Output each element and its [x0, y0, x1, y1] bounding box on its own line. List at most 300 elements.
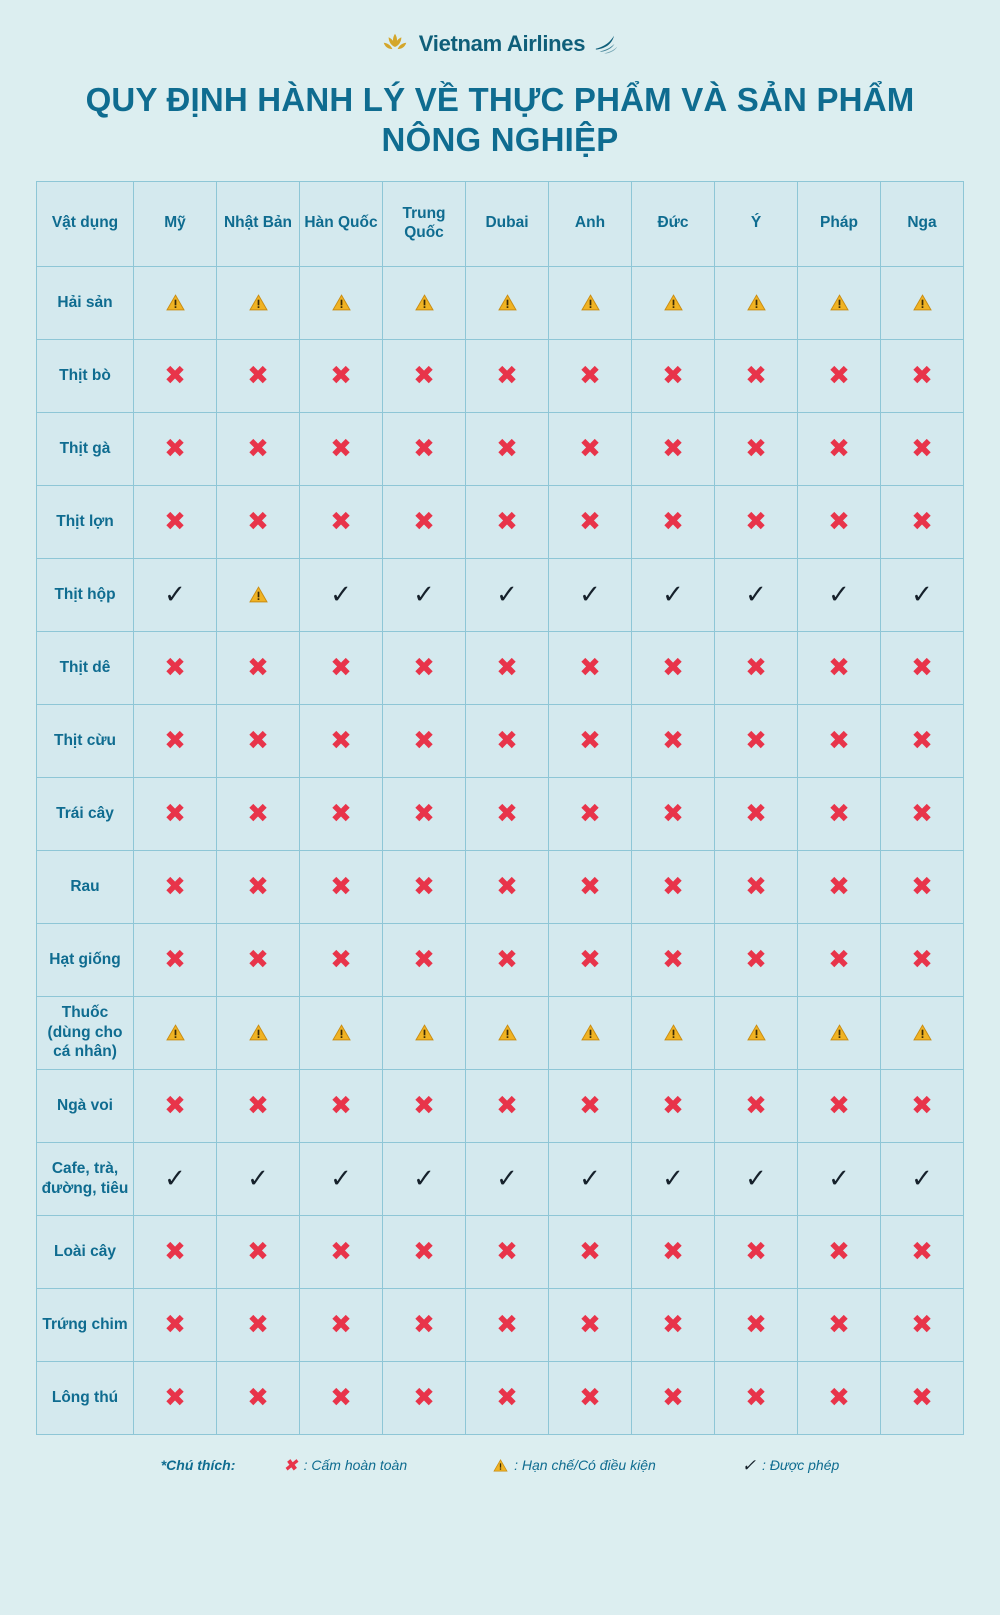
cell-forbidden	[217, 1361, 300, 1434]
row-header-item: Thịt hộp	[37, 558, 134, 631]
check-mark-icon: ✓	[247, 1163, 269, 1193]
cell-forbidden	[881, 339, 964, 412]
cell-forbidden	[383, 777, 466, 850]
cell-forbidden	[134, 339, 217, 412]
cell-forbidden	[217, 850, 300, 923]
cell-forbidden	[383, 1288, 466, 1361]
warning-triangle-icon	[415, 294, 434, 311]
x-mark-icon: ✖	[164, 944, 186, 974]
x-mark-icon: ✖	[828, 944, 850, 974]
cell-forbidden	[715, 339, 798, 412]
x-mark-icon: ✖	[745, 944, 767, 974]
x-mark-icon: ✖	[911, 944, 933, 974]
x-mark-icon: ✖	[413, 871, 435, 901]
cell-restricted	[300, 266, 383, 339]
warning-triangle-icon	[747, 1024, 766, 1041]
cell-forbidden	[549, 923, 632, 996]
legend-label: : Hạn chế/Có điều kiện	[514, 1457, 656, 1473]
cell-forbidden	[798, 923, 881, 996]
x-mark-icon: ✖	[911, 506, 933, 536]
cell-restricted	[383, 266, 466, 339]
cell-forbidden	[798, 1361, 881, 1434]
cell-restricted	[134, 266, 217, 339]
warning-triangle-icon	[913, 294, 932, 311]
cell-forbidden	[798, 1288, 881, 1361]
page-title: QUY ĐỊNH HÀNH LÝ VỀ THỰC PHẨM VÀ SẢN PHẨM NÔNG NGHIỆP	[85, 81, 915, 159]
table-body	[37, 266, 964, 1434]
x-mark-icon: ✖	[579, 506, 601, 536]
x-mark-icon: ✖	[745, 506, 767, 536]
x-mark-icon: ✖	[828, 1309, 850, 1339]
cell-forbidden	[549, 412, 632, 485]
swoosh-icon	[594, 33, 620, 55]
cell-forbidden	[881, 704, 964, 777]
table-row	[37, 1215, 964, 1288]
x-mark-icon: ✖	[911, 871, 933, 901]
cell-forbidden	[134, 704, 217, 777]
x-mark-icon: ✖	[662, 433, 684, 463]
x-mark-icon: ✖	[330, 433, 352, 463]
cell-forbidden	[881, 1069, 964, 1142]
check-mark-icon: ✓	[579, 1163, 601, 1193]
cell-allowed	[134, 1142, 217, 1215]
x-mark-icon: ✖	[496, 798, 518, 828]
x-mark-icon: ✖	[911, 1309, 933, 1339]
x-mark-icon: ✖	[247, 944, 269, 974]
x-mark-icon: ✖	[247, 1309, 269, 1339]
row-header-item: Lông thú	[37, 1361, 134, 1434]
x-mark-icon: ✖	[662, 725, 684, 755]
cell-forbidden	[383, 1361, 466, 1434]
legend-label: : Cấm hoàn toàn	[303, 1457, 408, 1473]
cell-forbidden	[715, 412, 798, 485]
cell-restricted	[217, 558, 300, 631]
cell-forbidden	[881, 923, 964, 996]
warning-triangle-icon	[498, 294, 517, 311]
cell-allowed	[549, 558, 632, 631]
row-header-item: Thịt bò	[37, 339, 134, 412]
cell-restricted	[466, 996, 549, 1069]
x-mark-icon: ✖	[911, 798, 933, 828]
x-mark-icon: ✖	[413, 1090, 435, 1120]
cell-forbidden	[217, 485, 300, 558]
warning-triangle-icon	[913, 1024, 932, 1041]
x-mark-icon: ✖	[911, 1236, 933, 1266]
cell-forbidden	[134, 1069, 217, 1142]
check-mark-icon: ✓	[330, 1163, 352, 1193]
cell-forbidden	[383, 923, 466, 996]
cell-forbidden	[881, 777, 964, 850]
cell-restricted	[466, 266, 549, 339]
cell-forbidden	[466, 1069, 549, 1142]
table-row	[37, 1288, 964, 1361]
x-mark-icon: ✖	[579, 1309, 601, 1339]
row-header-item: Cafe, trà, đường, tiêu	[37, 1142, 134, 1215]
cell-forbidden	[300, 631, 383, 704]
cell-forbidden	[632, 485, 715, 558]
cell-forbidden	[300, 485, 383, 558]
x-mark-icon: ✖	[828, 798, 850, 828]
cell-forbidden	[632, 1361, 715, 1434]
x-mark-icon: ✖	[496, 1090, 518, 1120]
x-mark-icon: ✖	[579, 798, 601, 828]
x-mark-icon: ✖	[496, 1382, 518, 1412]
x-mark-icon: ✖	[911, 1382, 933, 1412]
cell-forbidden	[798, 704, 881, 777]
table-row	[37, 485, 964, 558]
lotus-icon	[380, 29, 410, 59]
check-mark-icon: ✓	[579, 579, 601, 609]
cell-allowed	[300, 558, 383, 631]
row-header-item: Rau	[37, 850, 134, 923]
x-mark-icon: ✖	[496, 506, 518, 536]
x-mark-icon: ✖	[413, 360, 435, 390]
x-mark-icon: ✖	[745, 360, 767, 390]
cell-forbidden	[300, 850, 383, 923]
legend	[36, 1457, 964, 1474]
cell-forbidden	[715, 850, 798, 923]
x-mark-icon: ✖	[579, 1382, 601, 1412]
cell-forbidden	[383, 631, 466, 704]
x-mark-icon: ✖	[662, 798, 684, 828]
legend-item-allowed	[742, 1457, 840, 1474]
cell-forbidden	[715, 1215, 798, 1288]
cell-restricted	[798, 266, 881, 339]
x-mark-icon: ✖	[579, 1236, 601, 1266]
cell-forbidden	[881, 631, 964, 704]
cell-forbidden	[632, 1288, 715, 1361]
column-header-country: Trung Quốc	[383, 181, 466, 266]
x-mark-icon: ✖	[413, 944, 435, 974]
x-mark-icon: ✖	[662, 1236, 684, 1266]
column-header-country: Hàn Quốc	[300, 181, 383, 266]
check-mark-icon: ✓	[828, 1163, 850, 1193]
x-mark-icon: ✖	[662, 360, 684, 390]
cell-forbidden	[300, 777, 383, 850]
check-mark-icon: ✓	[164, 1163, 186, 1193]
cell-forbidden	[798, 485, 881, 558]
warning-triangle-icon	[581, 1024, 600, 1041]
x-mark-icon: ✖	[247, 433, 269, 463]
row-header-item: Thịt lợn	[37, 485, 134, 558]
column-header-country: Anh	[549, 181, 632, 266]
x-mark-icon: ✖	[330, 1309, 352, 1339]
cell-forbidden	[383, 1215, 466, 1288]
cell-forbidden	[134, 1361, 217, 1434]
cell-restricted	[383, 996, 466, 1069]
check-mark-icon: ✓	[828, 579, 850, 609]
x-mark-icon: ✖	[413, 1236, 435, 1266]
table-row	[37, 1142, 964, 1215]
cell-allowed	[383, 1142, 466, 1215]
check-mark-icon: ✓	[330, 579, 352, 609]
warning-triangle-icon	[830, 1024, 849, 1041]
cell-forbidden	[798, 1069, 881, 1142]
table-row	[37, 996, 964, 1069]
cell-forbidden	[798, 339, 881, 412]
cell-allowed	[217, 1142, 300, 1215]
x-mark-icon: ✖	[828, 433, 850, 463]
x-mark-icon: ✖	[579, 433, 601, 463]
x-mark-icon: ✖	[413, 506, 435, 536]
cell-forbidden	[134, 412, 217, 485]
brand-header	[22, 24, 978, 64]
cell-restricted	[881, 996, 964, 1069]
x-mark-icon: ✖	[745, 798, 767, 828]
check-mark-icon: ✓	[496, 579, 518, 609]
cell-allowed	[549, 1142, 632, 1215]
cell-forbidden	[632, 777, 715, 850]
x-mark-icon: ✖	[745, 725, 767, 755]
x-mark-icon: ✖	[164, 1309, 186, 1339]
cell-restricted	[632, 996, 715, 1069]
cell-forbidden	[217, 1069, 300, 1142]
cell-allowed	[466, 1142, 549, 1215]
x-mark-icon: ✖	[745, 433, 767, 463]
x-mark-icon: ✖	[496, 1309, 518, 1339]
table-row	[37, 923, 964, 996]
cell-forbidden	[632, 412, 715, 485]
cell-forbidden	[383, 339, 466, 412]
legend-note: *Chú thích:	[160, 1457, 236, 1473]
cell-forbidden	[300, 923, 383, 996]
x-mark-icon: ✖	[413, 1309, 435, 1339]
check-mark-icon: ✓	[413, 579, 435, 609]
x-mark-icon: ✖	[330, 944, 352, 974]
cell-forbidden	[217, 923, 300, 996]
warning-triangle-icon	[249, 1024, 268, 1041]
x-mark-icon: ✖	[247, 360, 269, 390]
x-mark-icon: ✖	[330, 506, 352, 536]
x-mark-icon: ✖	[247, 506, 269, 536]
cell-forbidden	[466, 704, 549, 777]
warning-triangle-icon	[498, 1024, 517, 1041]
cell-forbidden	[632, 631, 715, 704]
x-mark-icon: ✖	[828, 1236, 850, 1266]
x-mark-icon: ✖	[247, 1090, 269, 1120]
cell-restricted	[549, 266, 632, 339]
cell-forbidden	[632, 1215, 715, 1288]
table-row	[37, 1069, 964, 1142]
x-mark-icon: ✖	[745, 652, 767, 682]
legend-item-restricted	[493, 1457, 656, 1473]
x-mark-icon: ✖	[579, 652, 601, 682]
x-mark-icon: ✖	[413, 652, 435, 682]
cell-restricted	[881, 266, 964, 339]
x-mark-icon: ✖	[283, 1455, 298, 1475]
check-mark-icon: ✓	[911, 1163, 933, 1193]
x-mark-icon: ✖	[828, 1090, 850, 1120]
cell-forbidden	[217, 631, 300, 704]
cell-forbidden	[549, 1288, 632, 1361]
cell-forbidden	[466, 850, 549, 923]
cell-forbidden	[798, 777, 881, 850]
x-mark-icon: ✖	[662, 1309, 684, 1339]
cell-forbidden	[632, 704, 715, 777]
cell-forbidden	[715, 485, 798, 558]
cell-forbidden	[466, 485, 549, 558]
cell-forbidden	[881, 1215, 964, 1288]
cell-forbidden	[300, 412, 383, 485]
warning-triangle-icon	[166, 1024, 185, 1041]
cell-forbidden	[881, 1361, 964, 1434]
cell-forbidden	[383, 850, 466, 923]
x-mark-icon: ✖	[828, 506, 850, 536]
x-mark-icon: ✖	[911, 652, 933, 682]
cell-forbidden	[466, 631, 549, 704]
check-mark-icon: ✓	[662, 1163, 684, 1193]
x-mark-icon: ✖	[496, 433, 518, 463]
cell-forbidden	[549, 631, 632, 704]
cell-allowed	[881, 1142, 964, 1215]
x-mark-icon: ✖	[164, 871, 186, 901]
x-mark-icon: ✖	[247, 871, 269, 901]
x-mark-icon: ✖	[413, 1382, 435, 1412]
x-mark-icon: ✖	[579, 871, 601, 901]
x-mark-icon: ✖	[496, 1236, 518, 1266]
cell-forbidden	[300, 1069, 383, 1142]
cell-forbidden	[715, 777, 798, 850]
x-mark-icon: ✖	[413, 725, 435, 755]
row-header-item: Thịt cừu	[37, 704, 134, 777]
cell-forbidden	[881, 485, 964, 558]
cell-forbidden	[466, 923, 549, 996]
cell-allowed	[632, 1142, 715, 1215]
x-mark-icon: ✖	[496, 871, 518, 901]
cell-allowed	[632, 558, 715, 631]
cell-forbidden	[134, 850, 217, 923]
x-mark-icon: ✖	[662, 1090, 684, 1120]
cell-forbidden	[383, 1069, 466, 1142]
cell-forbidden	[549, 1361, 632, 1434]
check-mark-icon: ✓	[741, 1455, 757, 1475]
row-header-item: Ngà voi	[37, 1069, 134, 1142]
x-mark-icon: ✖	[662, 1382, 684, 1412]
cell-forbidden	[300, 339, 383, 412]
cell-forbidden	[715, 1361, 798, 1434]
cell-forbidden	[383, 704, 466, 777]
row-header-item: Trứng chim	[37, 1288, 134, 1361]
cell-allowed	[134, 558, 217, 631]
table-row	[37, 631, 964, 704]
x-mark-icon: ✖	[330, 1090, 352, 1120]
cell-forbidden	[632, 339, 715, 412]
x-mark-icon: ✖	[496, 652, 518, 682]
cell-restricted	[217, 266, 300, 339]
table-row	[37, 412, 964, 485]
warning-triangle-icon	[581, 294, 600, 311]
table-header	[37, 181, 964, 266]
row-header-item: Loài cây	[37, 1215, 134, 1288]
x-mark-icon: ✖	[164, 725, 186, 755]
table-row	[37, 1361, 964, 1434]
x-mark-icon: ✖	[745, 871, 767, 901]
cell-forbidden	[217, 412, 300, 485]
cell-forbidden	[383, 412, 466, 485]
table-row	[37, 704, 964, 777]
cell-restricted	[632, 266, 715, 339]
row-header-item: Trái cây	[37, 777, 134, 850]
cell-forbidden	[466, 1288, 549, 1361]
brand-name: Vietnam Airlines	[418, 31, 586, 56]
x-mark-icon: ✖	[828, 652, 850, 682]
table-row	[37, 777, 964, 850]
x-mark-icon: ✖	[662, 506, 684, 536]
cell-forbidden	[715, 631, 798, 704]
x-mark-icon: ✖	[247, 798, 269, 828]
cell-forbidden	[549, 1069, 632, 1142]
x-mark-icon: ✖	[828, 871, 850, 901]
cell-forbidden	[466, 1361, 549, 1434]
cell-forbidden	[549, 339, 632, 412]
x-mark-icon: ✖	[496, 360, 518, 390]
cell-restricted	[549, 996, 632, 1069]
cell-forbidden	[881, 1288, 964, 1361]
x-mark-icon: ✖	[828, 360, 850, 390]
check-mark-icon: ✓	[662, 579, 684, 609]
x-mark-icon: ✖	[911, 360, 933, 390]
cell-forbidden	[300, 1361, 383, 1434]
x-mark-icon: ✖	[330, 798, 352, 828]
cell-forbidden	[798, 412, 881, 485]
x-mark-icon: ✖	[330, 1382, 352, 1412]
warning-triangle-icon	[249, 586, 268, 603]
cell-forbidden	[798, 631, 881, 704]
x-mark-icon: ✖	[247, 652, 269, 682]
x-mark-icon: ✖	[164, 360, 186, 390]
x-mark-icon: ✖	[911, 433, 933, 463]
column-header-country: Ý	[715, 181, 798, 266]
column-header-country: Nhật Bản	[217, 181, 300, 266]
x-mark-icon: ✖	[496, 725, 518, 755]
x-mark-icon: ✖	[330, 652, 352, 682]
cell-forbidden	[134, 1215, 217, 1288]
x-mark-icon: ✖	[413, 798, 435, 828]
check-mark-icon: ✓	[164, 579, 186, 609]
x-mark-icon: ✖	[745, 1309, 767, 1339]
check-mark-icon: ✓	[745, 579, 767, 609]
x-mark-icon: ✖	[496, 944, 518, 974]
column-header-country: Mỹ	[134, 181, 217, 266]
cell-restricted	[715, 996, 798, 1069]
warning-triangle-icon	[747, 294, 766, 311]
cell-forbidden	[217, 1288, 300, 1361]
column-header-country: Pháp	[798, 181, 881, 266]
cell-forbidden	[134, 923, 217, 996]
cell-forbidden	[632, 1069, 715, 1142]
column-header-country: Dubai	[466, 181, 549, 266]
cell-forbidden	[549, 1215, 632, 1288]
row-header-item: Thịt dê	[37, 631, 134, 704]
x-mark-icon: ✖	[164, 798, 186, 828]
cell-forbidden	[466, 412, 549, 485]
cell-allowed	[300, 1142, 383, 1215]
x-mark-icon: ✖	[828, 725, 850, 755]
cell-allowed	[798, 558, 881, 631]
cell-forbidden	[134, 1288, 217, 1361]
cell-allowed	[466, 558, 549, 631]
x-mark-icon: ✖	[330, 725, 352, 755]
x-mark-icon: ✖	[330, 1236, 352, 1266]
cell-forbidden	[715, 923, 798, 996]
warning-triangle-icon	[332, 1024, 351, 1041]
x-mark-icon: ✖	[164, 652, 186, 682]
cell-allowed	[881, 558, 964, 631]
warning-triangle-icon	[830, 294, 849, 311]
x-mark-icon: ✖	[247, 1382, 269, 1412]
cell-allowed	[715, 1142, 798, 1215]
cell-allowed	[798, 1142, 881, 1215]
